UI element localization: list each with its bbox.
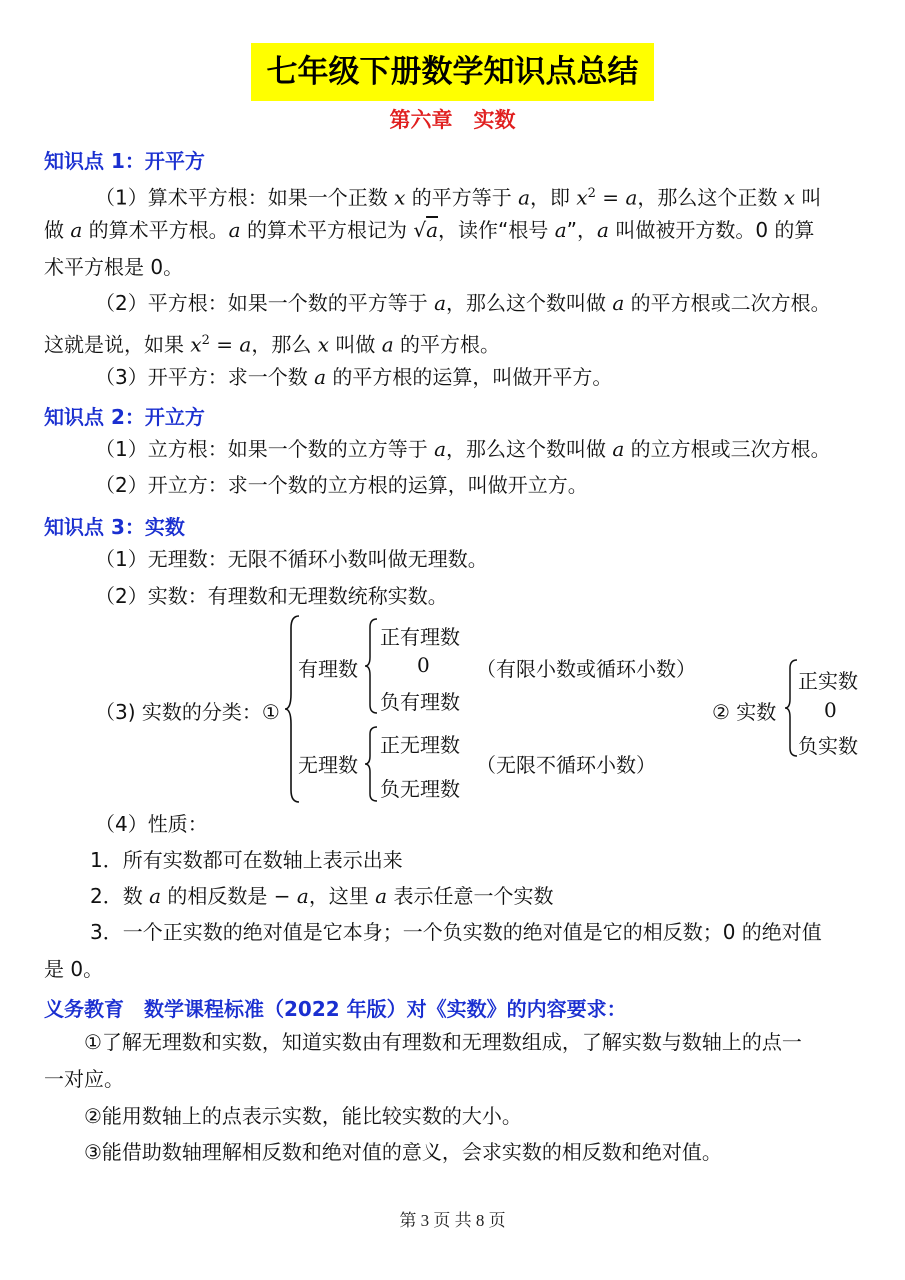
section-heading-1: 知识点 1：开平方 xyxy=(44,149,205,173)
prop-3-line2: 是 0。 xyxy=(44,957,104,981)
rational-label: 有理数 xyxy=(298,657,358,681)
prop-2: 2．数 a 的相反数是 − a，这里 a 表示任意一个实数 xyxy=(90,884,554,908)
irrational-note: （无限不循环小数） xyxy=(476,753,656,777)
zero-rational: 0 xyxy=(417,653,430,677)
classify-label: （3) 实数的分类：① xyxy=(95,700,280,724)
s1-p1-line2: 做 a 的算术平方根。a 的算术平方根记为 √a，读作“根号 a”，a 叫做被开方数。0 的算 xyxy=(44,218,815,242)
irrational-brace xyxy=(364,725,380,803)
chapter-title: 第六章 实数 xyxy=(389,108,516,132)
section-heading-4: 义务教育 数学课程标准（2022 年版）对《实数》的内容要求： xyxy=(44,997,627,1021)
section-heading-2: 知识点 2：开立方 xyxy=(44,405,205,429)
pos-rational: 正有理数 xyxy=(380,625,460,649)
neg-irrational: 负无理数 xyxy=(380,777,460,801)
s3-p2: （2）实数：有理数和无理数统称实数。 xyxy=(95,584,448,608)
neg-real: 负实数 xyxy=(798,734,858,758)
req-3: ③能借助数轴理解相反数和绝对值的意义，会求实数的相反数和绝对值。 xyxy=(84,1140,722,1164)
prop-1: 1．所有实数都可在数轴上表示出来 xyxy=(90,848,403,872)
rational-brace xyxy=(364,617,380,715)
s2-p1: （1）立方根：如果一个数的立方等于 a，那么这个数叫做 a 的立方根或三次方根。 xyxy=(95,437,831,461)
classify-label-2: ② 实数 xyxy=(712,700,777,724)
page-footer: 第 3 页 共 8 页 xyxy=(399,1211,506,1230)
rational-note: （有限小数或循环小数） xyxy=(476,657,696,681)
page-title: 七年级下册数学知识点总结 xyxy=(266,54,639,90)
s2-p2: （2）开立方：求一个数的立方根的运算，叫做开立方。 xyxy=(95,473,588,497)
pos-real: 正实数 xyxy=(798,669,858,693)
pos-irrational: 正无理数 xyxy=(380,733,460,757)
req-1-line2: 一对应。 xyxy=(44,1067,124,1091)
req-1-line1: ①了解无理数和实数，知道实数由有理数和无理数组成，了解实数与数轴上的点一 xyxy=(84,1030,802,1054)
zero-real: 0 xyxy=(824,698,837,722)
s1-p2-line1: （2）平方根：如果一个数的平方等于 a，那么这个数叫做 a 的平方根或二次方根。 xyxy=(95,291,831,315)
req-2: ②能用数轴上的点表示实数，能比较实数的大小。 xyxy=(84,1104,522,1128)
prop-3-line1: 3．一个正实数的绝对值是它本身；一个负实数的绝对值是它的相反数；0 的绝对值 xyxy=(90,920,822,944)
s1-p1-line3: 术平方根是 0。 xyxy=(44,255,184,279)
neg-rational: 负有理数 xyxy=(380,690,460,714)
s3-p4: （4）性质： xyxy=(95,812,208,836)
s1-p3: （3）开平方：求一个数 a 的平方根的运算，叫做开平方。 xyxy=(95,365,613,389)
s1-p1-line1: （1）算术平方根：如果一个正数 x 的平方等于 a，即 $x^2 = a$，那么这个正数 x 叫 xyxy=(95,185,822,210)
irrational-label: 无理数 xyxy=(298,753,358,777)
section-heading-3: 知识点 3：实数 xyxy=(44,515,185,539)
s1-p2-line2: 这就是说，如果 $x^2 = a$，那么 x 叫做 a 的平方根。 xyxy=(44,332,500,357)
s3-p1: （1）无理数：无限不循环小数叫做无理数。 xyxy=(95,547,488,571)
